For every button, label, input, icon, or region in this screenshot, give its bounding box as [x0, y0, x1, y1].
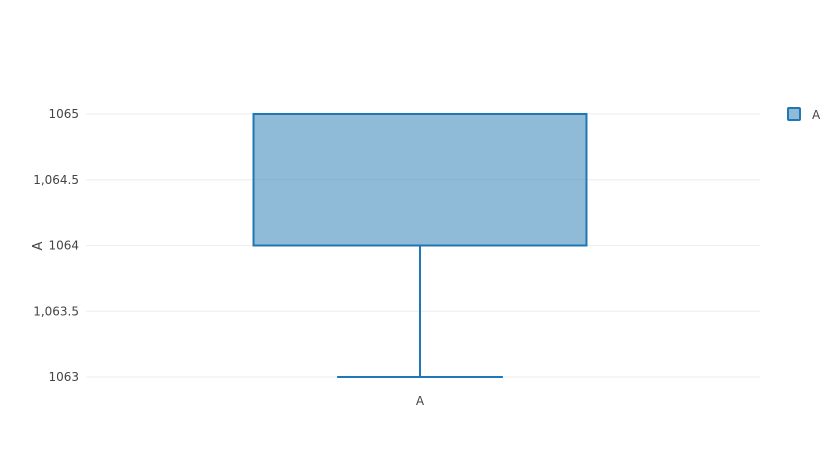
- x-axis-ticks: [416, 394, 425, 408]
- y-axis-title: A: [31, 241, 46, 251]
- y-tick-label-0: 1063: [48, 370, 79, 384]
- box-layer: [254, 114, 587, 377]
- legend[interactable]: [788, 108, 821, 122]
- x-tick-label-0: A: [415, 394, 425, 408]
- y-tick-label-4: 1065: [48, 107, 79, 121]
- y-tick-label-3: 1,064.5: [33, 172, 79, 187]
- legend-swatch-a[interactable]: [788, 108, 800, 120]
- legend-label-a[interactable]: A: [812, 108, 821, 122]
- iqr-box-0: [254, 114, 587, 246]
- y-tick-label-2: 1064: [48, 238, 79, 253]
- y-tick-label-1: 1,063.5: [33, 304, 79, 319]
